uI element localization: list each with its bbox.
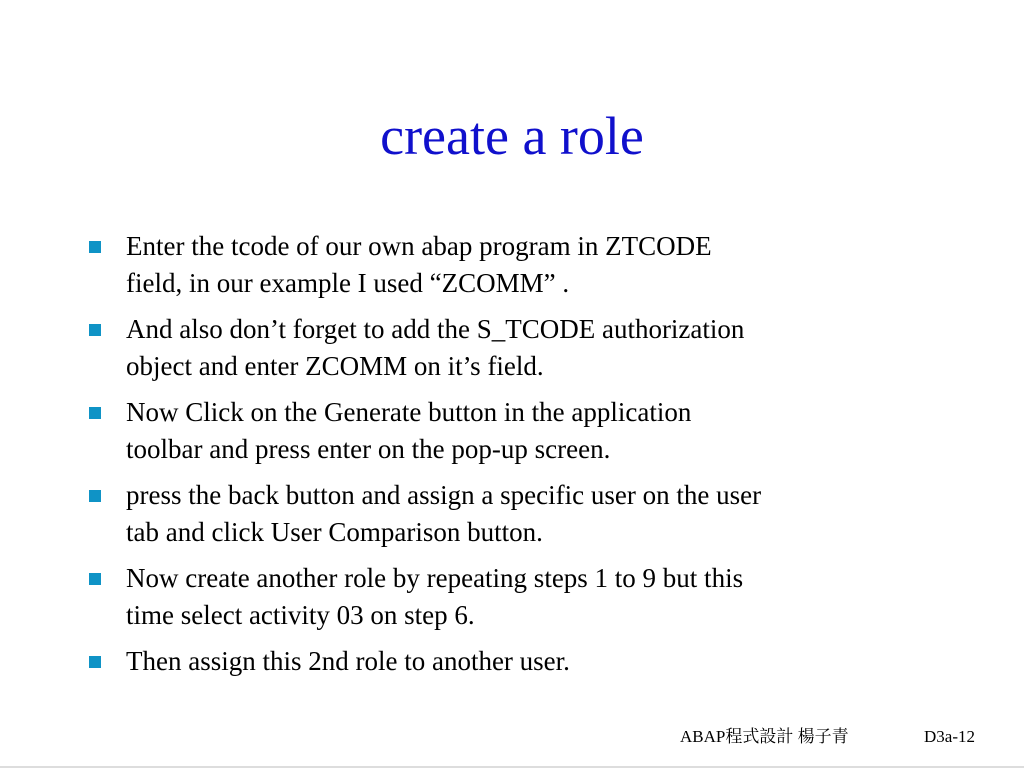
bullet-line: field, in our example I used “ZCOMM” . — [126, 268, 570, 298]
square-bullet-icon — [89, 573, 101, 585]
bullet-line: Now create another role by repeating steps 1 to 9 but this — [126, 563, 744, 593]
square-bullet-icon — [89, 656, 101, 668]
bullet-line: Then assign this 2nd role to another user. — [126, 646, 570, 676]
slide-title: create a role — [380, 106, 644, 166]
bullet-line: Enter the tcode of our own abap program in ZTCODE — [126, 231, 712, 261]
list-item — [88, 228, 948, 302]
footer-course-label: ABAP程式設計 楊子青 — [680, 727, 849, 746]
slide-footer — [680, 724, 990, 750]
list-item — [88, 643, 948, 680]
bullet-line: And also don’t forget to add the S_TCODE authorization — [126, 314, 745, 344]
list-item — [88, 477, 948, 551]
list-item — [88, 311, 948, 385]
bullet-line: press the back button and assign a specific user on the user — [126, 480, 762, 510]
page-number: D3a-12 — [924, 727, 975, 746]
bullet-line: tab and click User Comparison button. — [126, 517, 543, 547]
bullet-list — [88, 228, 948, 689]
square-bullet-icon — [89, 490, 101, 502]
square-bullet-icon — [89, 241, 101, 253]
square-bullet-icon — [89, 324, 101, 336]
bullet-line: time select activity 03 on step 6. — [126, 600, 475, 630]
bullet-line: object and enter ZCOMM on it’s field. — [126, 351, 544, 381]
list-item — [88, 394, 948, 468]
bullet-line: toolbar and press enter on the pop-up screen. — [126, 434, 611, 464]
square-bullet-icon — [89, 407, 101, 419]
bullet-line: Now Click on the Generate button in the application — [126, 397, 692, 427]
list-item — [88, 560, 948, 634]
